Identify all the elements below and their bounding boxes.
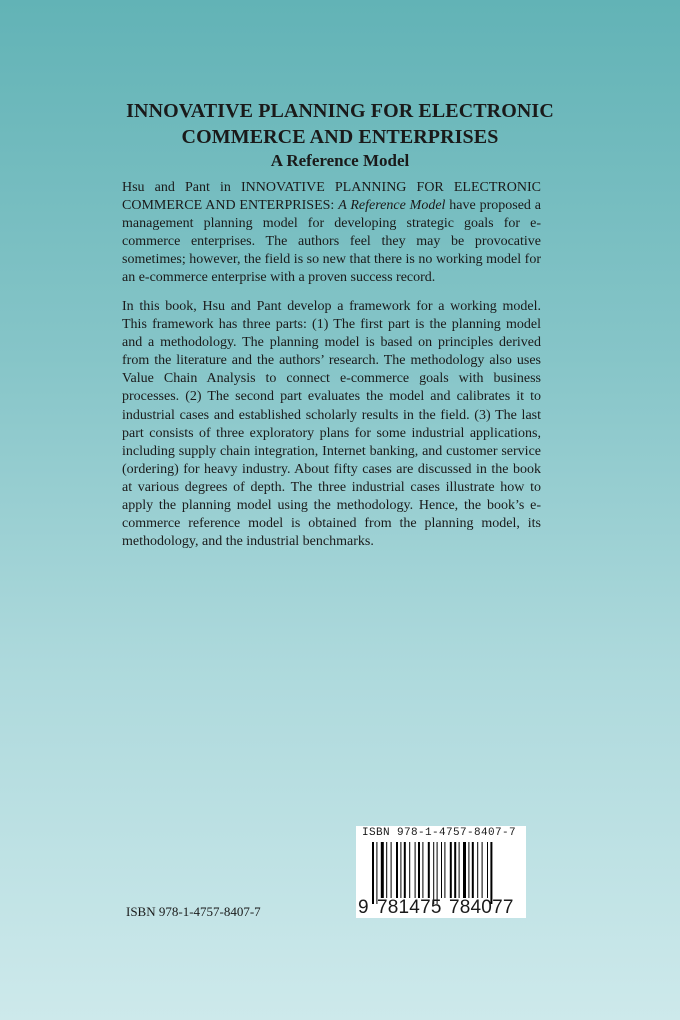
barcode-bar <box>428 842 430 898</box>
barcode-bar <box>422 842 423 898</box>
barcode-bar <box>444 842 445 898</box>
barcode-bar <box>404 842 406 898</box>
barcode-bar <box>376 842 377 904</box>
barcode-bar <box>472 842 474 898</box>
paragraph-1-italic-title: A Reference Model <box>338 198 446 214</box>
barcode-bar <box>468 842 469 898</box>
barcode <box>356 826 526 918</box>
barcode-bar <box>463 842 466 898</box>
barcode-bar <box>386 842 387 898</box>
barcode-bar <box>396 842 398 898</box>
barcode-bar <box>381 842 384 898</box>
barcode-bar <box>409 842 410 898</box>
barcode-bar <box>490 842 492 904</box>
barcode-isbn-label: ISBN 978-1-4757-8407-7 <box>362 827 517 839</box>
description-paragraph-2: In this book, Hsu and Pant develop a framework for a working model. This framework has three parts: (1) The first part is the planning model and a methodology. The planning model is based on principles derived from the literature and the authors’ research. The methodology also uses Value Chain Analysis to connect e-commerce goals with business processes. (2) The second part evaluates the model and calibrates it to industrial cases and established scholarly results in the field. (3) The last part consists of three exploratory plans for some industrial applications, including supply chain integration, Internet banking, and customer service (ordering) for heavy industry. About fifty cases are discussed in the book at various degrees of depth. The three industrial cases illustrate how to apply the planning model using the methodology. Hence, the book’s e-commerce reference model is obtained from the planning model, its methodology, and the industrial benchmarks. <box>122 299 541 550</box>
title-block <box>0 98 680 172</box>
barcode-bar <box>441 842 442 898</box>
barcode-bar <box>391 842 392 898</box>
barcode-bar <box>433 842 434 904</box>
barcode-bar <box>415 842 416 898</box>
barcode-bar <box>454 842 456 898</box>
barcode-digits-group-1: 781475 <box>377 897 442 918</box>
book-title-line-2: COMMERCE AND ENTERPRISES <box>181 126 499 148</box>
barcode-bar <box>437 842 438 904</box>
barcode-bar <box>487 842 488 898</box>
barcode-bar <box>418 842 420 898</box>
barcode-digits-group-2: 784077 <box>449 897 514 918</box>
barcode-bar <box>459 842 460 898</box>
paragraph-1-text-b: have proposed a management planning model for developing strategic goals for e-commerce enterprises. The authors feel they may be provocative sometimes; however, the field is so new that there is no working model for an e-commerce enterprise with a proven success record. <box>122 198 541 286</box>
book-title-line-1: INNOVATIVE PLANNING FOR ELECTRONIC <box>126 100 554 122</box>
description-paragraph-1 <box>122 179 541 288</box>
book-subtitle: A Reference Model <box>270 151 410 170</box>
barcode-bar <box>400 842 401 898</box>
barcode-bar <box>477 842 478 898</box>
paragraph-1-text-a: Hsu and Pant in INNOVATIVE PLANNING FOR ELECTRONIC COMMERCE AND ENTERPRISES: <box>122 180 541 214</box>
isbn-text: ISBN 978-1-4757-8407-7 <box>126 904 261 919</box>
barcode-bar <box>482 842 483 898</box>
barcode-digit-first: 9 <box>358 897 369 918</box>
barcode-bar <box>372 842 374 904</box>
barcode-bar <box>450 842 452 898</box>
